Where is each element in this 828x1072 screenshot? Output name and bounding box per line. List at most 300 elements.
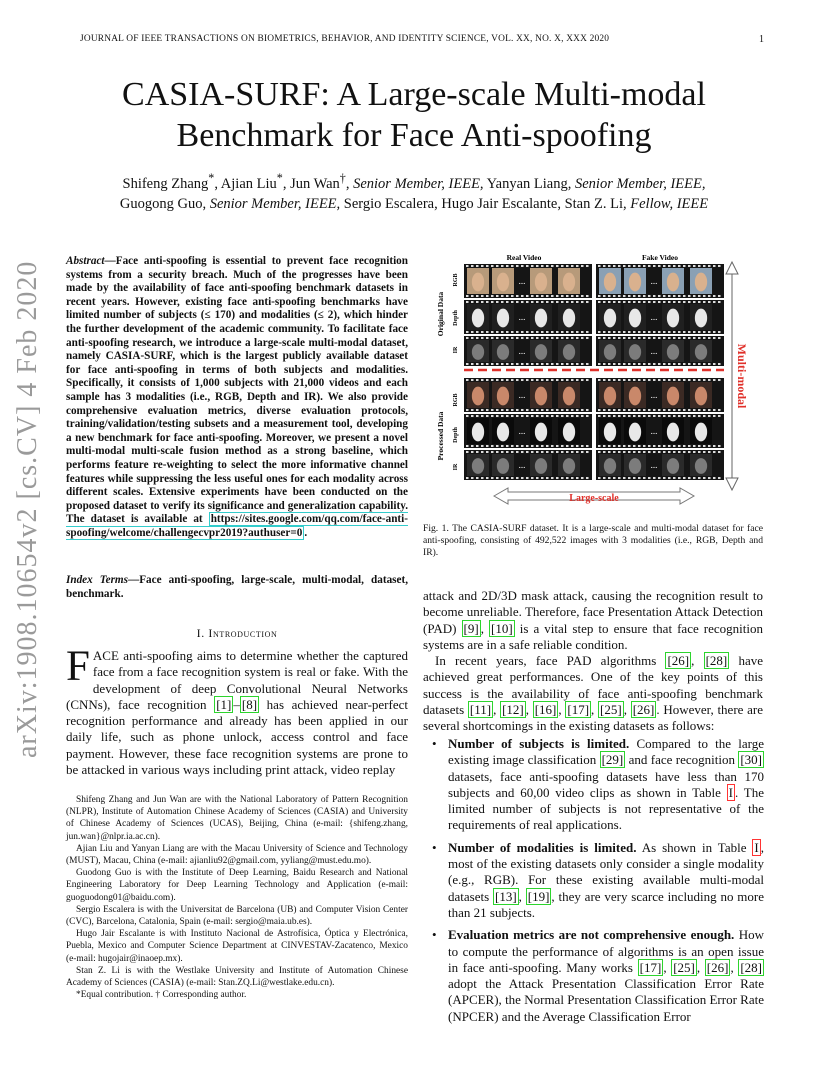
sprocket-hole bbox=[713, 331, 716, 333]
sprocket-hole bbox=[521, 295, 524, 297]
sprocket-hole bbox=[566, 445, 569, 447]
sprocket-hole bbox=[491, 451, 494, 453]
sprocket-hole bbox=[541, 295, 544, 297]
sprocket-hole bbox=[663, 379, 666, 381]
sprocket-hole bbox=[581, 265, 584, 267]
citation-link[interactable]: [25] bbox=[673, 959, 695, 975]
sprocket-hole bbox=[496, 415, 499, 417]
sprocket-hole bbox=[688, 337, 691, 339]
sprocket-hole bbox=[643, 295, 646, 297]
sprocket-hole bbox=[521, 265, 524, 267]
text-run: datasets, face anti-spoofing datasets have less than 170 subjects and 60,00 video clips as shown in Table bbox=[448, 768, 764, 800]
sprocket-hole bbox=[643, 445, 646, 447]
sprocket-hole bbox=[603, 265, 606, 267]
sprocket-hole bbox=[638, 445, 641, 447]
sprocket-hole bbox=[648, 415, 651, 417]
figure-caption: Fig. 1. The CASIA-SURF dataset. It is a large-scale and multi-modal dataset for face anti-spoofing, consisting of 492,522 images with 3 modalities (i.e., RGB, Depth and IR). bbox=[423, 523, 763, 558]
sprocket-hole bbox=[561, 477, 564, 479]
sprocket-hole bbox=[683, 445, 686, 447]
citation-link[interactable]: [17] bbox=[567, 702, 590, 718]
sprocket-hole bbox=[491, 477, 494, 479]
sprocket-hole bbox=[663, 331, 666, 333]
text-run: have achieved great performances. One of the key points of this success is the availability of face anti-spoofing benchmark datasets bbox=[423, 653, 763, 718]
sprocket-hole bbox=[566, 409, 569, 411]
author-name: Ajian Liu bbox=[220, 175, 277, 192]
sprocket-hole bbox=[581, 415, 584, 417]
sprocket-hole bbox=[531, 415, 534, 417]
sprocket-hole bbox=[683, 477, 686, 479]
sprocket-hole bbox=[576, 379, 579, 381]
sprocket-hole bbox=[476, 445, 479, 447]
sprocket-hole bbox=[608, 415, 611, 417]
sprocket-hole bbox=[556, 415, 559, 417]
ellipsis: ... bbox=[518, 390, 526, 400]
bullet-icon: • bbox=[432, 736, 437, 751]
sprocket-hole bbox=[501, 301, 504, 303]
citation-link[interactable]: [9] bbox=[463, 620, 479, 636]
citation-link[interactable]: [28] bbox=[705, 653, 728, 669]
sprocket-hole bbox=[653, 409, 656, 411]
sprocket-hole bbox=[608, 301, 611, 303]
sprocket-hole bbox=[486, 301, 489, 303]
sprocket-hole bbox=[516, 409, 519, 411]
sprocket-hole bbox=[633, 477, 636, 479]
sprocket-hole bbox=[693, 265, 696, 267]
sprocket-hole bbox=[486, 477, 489, 479]
sprocket-hole bbox=[673, 337, 676, 339]
citation-link[interactable]: [13] bbox=[494, 888, 517, 904]
sprocket-hole bbox=[466, 337, 469, 339]
sprocket-hole bbox=[531, 295, 534, 297]
sprocket-hole bbox=[581, 477, 584, 479]
sprocket-hole bbox=[708, 265, 711, 267]
sprocket-hole bbox=[623, 301, 626, 303]
sprocket-hole bbox=[471, 409, 474, 411]
sprocket-hole bbox=[668, 477, 671, 479]
sprocket-hole bbox=[698, 415, 701, 417]
sprocket-hole bbox=[698, 295, 701, 297]
sprocket-hole bbox=[516, 379, 519, 381]
sprocket-hole bbox=[561, 265, 564, 267]
sprocket-hole bbox=[673, 265, 676, 267]
sprocket-hole bbox=[713, 445, 716, 447]
index-terms bbox=[66, 574, 408, 601]
sprocket-hole bbox=[683, 331, 686, 333]
face-shape bbox=[604, 458, 616, 474]
sprocket-hole bbox=[551, 477, 554, 479]
sprocket-hole bbox=[713, 477, 716, 479]
sprocket-hole bbox=[718, 363, 721, 365]
sprocket-hole bbox=[496, 445, 499, 447]
running-header: JOURNAL OF IEEE TRANSACTIONS ON BIOMETRICS, BEHAVIOR, AND IDENTITY SCIENCE, VOL. XX, NO. X, XXX 2020 bbox=[80, 34, 610, 44]
citation-link[interactable]: [28] bbox=[740, 959, 762, 975]
sprocket-hole bbox=[561, 331, 564, 333]
sprocket-hole bbox=[576, 301, 579, 303]
sprocket-hole bbox=[623, 409, 626, 411]
sprocket-hole bbox=[576, 445, 579, 447]
sprocket-hole bbox=[546, 331, 549, 333]
title-line-2: Benchmark for Face Anti-spoofing bbox=[176, 117, 652, 154]
author-list: Shifeng Zhang*, Ajian Liu*, Jun Wan†, Senior Member, IEEE, Yanyan Liang, Senior Member, IEEE, Guogong Guo, Senior Member, IEEE, Sergio Escalera, Hugo Jair Escalante, Stan Z. Li, Fellow, IEEE bbox=[119, 171, 709, 212]
author-mark: * bbox=[276, 171, 283, 185]
sprocket-hole bbox=[496, 295, 499, 297]
face-shape bbox=[563, 458, 575, 474]
label-original-data: Original Data bbox=[436, 291, 445, 337]
sprocket-hole bbox=[521, 445, 524, 447]
sprocket-hole bbox=[683, 415, 686, 417]
intro-dash: – bbox=[233, 696, 240, 712]
sprocket-hole bbox=[643, 379, 646, 381]
sprocket-hole bbox=[506, 477, 509, 479]
sprocket-hole bbox=[521, 409, 524, 411]
sprocket-hole bbox=[501, 363, 504, 365]
sprocket-hole bbox=[571, 363, 574, 365]
sprocket-hole bbox=[521, 301, 524, 303]
dataset-url-link[interactable]: https://sites.google.com/qq.com/face-anti-spoofing/welcome/challengecvpr2019?authuser=0 bbox=[66, 513, 408, 539]
face-shape bbox=[563, 423, 575, 442]
sprocket-hole bbox=[618, 363, 621, 365]
sprocket-hole bbox=[566, 477, 569, 479]
face-shape bbox=[667, 458, 679, 474]
sprocket-hole bbox=[481, 445, 484, 447]
footnote: Hugo Jair Escalante is with Instituto Nacional de Astrofísica, Óptica y Electrónica, Puebla, Mexico and Computer Science Department at CINVESTAV-Zacatenco, Mexico (e-mail: hugojair@inaoep.mx). bbox=[66, 929, 408, 964]
sprocket-hole bbox=[653, 445, 656, 447]
sprocket-hole bbox=[678, 363, 681, 365]
sprocket-hole bbox=[678, 337, 681, 339]
sprocket-hole bbox=[476, 415, 479, 417]
sprocket-hole bbox=[516, 451, 519, 453]
page-number: 1 bbox=[759, 34, 764, 45]
text-run: As shown in Table bbox=[636, 839, 753, 855]
sprocket-hole bbox=[561, 363, 564, 365]
sprocket-hole bbox=[643, 331, 646, 333]
sprocket-hole bbox=[516, 301, 519, 303]
sprocket-hole bbox=[628, 301, 631, 303]
citation-link[interactable]: [8] bbox=[241, 696, 258, 712]
sprocket-hole bbox=[496, 363, 499, 365]
text-run: and face recognition bbox=[625, 752, 739, 768]
sprocket-hole bbox=[566, 331, 569, 333]
sprocket-hole bbox=[541, 265, 544, 267]
sprocket-hole bbox=[668, 295, 671, 297]
sprocket-hole bbox=[551, 265, 554, 267]
paper-title bbox=[60, 74, 768, 156]
label-multi-modal: Multi-modal bbox=[735, 343, 749, 409]
sprocket-hole bbox=[638, 331, 641, 333]
sprocket-hole bbox=[658, 363, 661, 365]
sprocket-hole bbox=[546, 265, 549, 267]
sprocket-hole bbox=[683, 379, 686, 381]
sprocket-hole bbox=[698, 451, 701, 453]
face-shape bbox=[535, 273, 547, 292]
index-terms-label: Index Terms bbox=[66, 574, 128, 586]
sprocket-hole bbox=[658, 415, 661, 417]
sprocket-hole bbox=[561, 379, 564, 381]
sprocket-hole bbox=[708, 363, 711, 365]
sprocket-hole bbox=[496, 379, 499, 381]
sprocket-hole bbox=[511, 445, 514, 447]
author-mark: † bbox=[339, 171, 346, 185]
sprocket-hole bbox=[688, 295, 691, 297]
sprocket-hole bbox=[561, 337, 564, 339]
bullet-heading: Evaluation metrics are not comprehensive enough. bbox=[448, 927, 735, 943]
sprocket-hole bbox=[476, 451, 479, 453]
text-run: . However, there are several shortcomings in the existing datasets as follows: bbox=[423, 702, 764, 734]
citation-link[interactable]: [26] bbox=[667, 653, 690, 669]
sprocket-hole bbox=[623, 445, 626, 447]
label-large-scale: Large-scale bbox=[569, 493, 619, 504]
sprocket-hole bbox=[693, 363, 696, 365]
citation-link[interactable]: [26] bbox=[632, 702, 655, 718]
sprocket-hole bbox=[586, 265, 589, 267]
sprocket-hole bbox=[648, 445, 651, 447]
sprocket-hole bbox=[576, 415, 579, 417]
text-run: How to compute the performance of algorithms is an open issue in face anti-spoofing. Many works bbox=[448, 927, 765, 975]
sprocket-hole bbox=[688, 379, 691, 381]
citation-link[interactable]: [10] bbox=[491, 620, 513, 636]
sprocket-hole bbox=[571, 477, 574, 479]
sprocket-hole bbox=[481, 415, 484, 417]
sprocket-hole bbox=[708, 337, 711, 339]
sprocket-hole bbox=[653, 301, 656, 303]
sprocket-hole bbox=[486, 409, 489, 411]
sprocket-hole bbox=[496, 331, 499, 333]
sprocket-hole bbox=[536, 265, 539, 267]
sprocket-hole bbox=[506, 337, 509, 339]
text-run: In recent years, face PAD algorithms bbox=[435, 653, 666, 669]
sprocket-hole bbox=[571, 295, 574, 297]
face-shape bbox=[695, 344, 707, 360]
sprocket-hole bbox=[698, 477, 701, 479]
sprocket-hole bbox=[586, 379, 589, 381]
sprocket-hole bbox=[673, 301, 676, 303]
sprocket-hole bbox=[541, 337, 544, 339]
sprocket-hole bbox=[703, 451, 706, 453]
sprocket-hole bbox=[718, 337, 721, 339]
sprocket-hole bbox=[713, 451, 716, 453]
sprocket-hole bbox=[703, 445, 706, 447]
sprocket-hole bbox=[618, 379, 621, 381]
sprocket-hole bbox=[613, 445, 616, 447]
sprocket-hole bbox=[668, 337, 671, 339]
sprocket-hole bbox=[618, 445, 621, 447]
sprocket-hole bbox=[623, 379, 626, 381]
sprocket-hole bbox=[541, 301, 544, 303]
sprocket-hole bbox=[653, 295, 656, 297]
sprocket-hole bbox=[556, 379, 559, 381]
sprocket-hole bbox=[496, 451, 499, 453]
face-shape bbox=[629, 423, 641, 442]
sprocket-hole bbox=[668, 451, 671, 453]
sprocket-hole bbox=[491, 363, 494, 365]
text-run: . The limited number of subjects is not representative of the requirements of real applications. bbox=[448, 784, 764, 833]
sprocket-hole bbox=[536, 477, 539, 479]
sprocket-hole bbox=[561, 415, 564, 417]
sprocket-hole bbox=[628, 331, 631, 333]
label-real-video: Real Video bbox=[506, 253, 542, 262]
sprocket-hole bbox=[608, 451, 611, 453]
sprocket-hole bbox=[718, 379, 721, 381]
abstract bbox=[66, 255, 408, 540]
table-link[interactable]: I bbox=[728, 784, 733, 800]
author-role: Senior Member, IEEE, bbox=[353, 175, 484, 192]
sprocket-hole bbox=[613, 265, 616, 267]
citation-link[interactable]: [1] bbox=[216, 696, 232, 712]
footnote: Sergio Escalera is with the Universitat de Barcelona (UB) and Computer Vision Center (CVC), Barcelona, Catalonia, Spain (e-mail: sergio@maia.ub.es). bbox=[66, 904, 408, 928]
sprocket-hole bbox=[486, 265, 489, 267]
sprocket-hole bbox=[713, 363, 716, 365]
sprocket-hole bbox=[481, 451, 484, 453]
sprocket-hole bbox=[481, 379, 484, 381]
intro-first-word: ACE bbox=[92, 648, 119, 663]
citation-link[interactable]: [25] bbox=[600, 702, 622, 718]
citation-link[interactable]: [19] bbox=[527, 888, 550, 904]
sprocket-hole bbox=[623, 295, 626, 297]
sprocket-hole bbox=[713, 337, 716, 339]
sprocket-hole bbox=[693, 477, 696, 479]
face-shape bbox=[563, 387, 575, 406]
sprocket-hole bbox=[623, 451, 626, 453]
sprocket-hole bbox=[536, 301, 539, 303]
sprocket-hole bbox=[653, 331, 656, 333]
sprocket-hole bbox=[481, 363, 484, 365]
sprocket-hole bbox=[556, 409, 559, 411]
citation-link[interactable]: [29] bbox=[601, 752, 624, 768]
intro-paragraph bbox=[66, 643, 408, 778]
sprocket-hole bbox=[643, 301, 646, 303]
sprocket-hole bbox=[501, 415, 504, 417]
sprocket-hole bbox=[678, 409, 681, 411]
sprocket-hole bbox=[526, 331, 529, 333]
label-processed-data: Processed Data bbox=[436, 411, 445, 461]
sprocket-hole bbox=[658, 265, 661, 267]
sprocket-hole bbox=[618, 331, 621, 333]
sprocket-hole bbox=[718, 445, 721, 447]
citation-link[interactable]: [26] bbox=[706, 959, 729, 975]
sprocket-hole bbox=[688, 363, 691, 365]
index-terms-text: —Face anti-spoofing, large-scale, multi-modal, dataset, benchmark. bbox=[66, 574, 408, 600]
sprocket-hole bbox=[653, 415, 656, 417]
author-role: Senior Member, IEEE, bbox=[209, 195, 341, 212]
sprocket-hole bbox=[688, 477, 691, 479]
sprocket-hole bbox=[506, 265, 509, 267]
drop-cap: F bbox=[66, 643, 90, 690]
sprocket-hole bbox=[678, 265, 681, 267]
sprocket-hole bbox=[466, 363, 469, 365]
sprocket-hole bbox=[608, 445, 611, 447]
sprocket-hole bbox=[618, 451, 621, 453]
sprocket-hole bbox=[551, 409, 554, 411]
sprocket-hole bbox=[648, 301, 651, 303]
sprocket-hole bbox=[471, 295, 474, 297]
sprocket-hole bbox=[688, 451, 691, 453]
sprocket-hole bbox=[653, 265, 656, 267]
sprocket-hole bbox=[476, 337, 479, 339]
sprocket-hole bbox=[586, 331, 589, 333]
sprocket-hole bbox=[466, 379, 469, 381]
sprocket-hole bbox=[603, 445, 606, 447]
sprocket-hole bbox=[703, 477, 706, 479]
sprocket-hole bbox=[598, 477, 601, 479]
sprocket-hole bbox=[648, 451, 651, 453]
sprocket-hole bbox=[688, 265, 691, 267]
sprocket-hole bbox=[663, 337, 666, 339]
title-line-1: CASIA-SURF: A Large-scale Multi-modal bbox=[122, 76, 706, 113]
face-shape bbox=[629, 309, 641, 328]
sprocket-hole bbox=[628, 415, 631, 417]
sprocket-hole bbox=[471, 331, 474, 333]
author-name: Shifeng Zhang bbox=[122, 175, 209, 192]
sprocket-hole bbox=[603, 451, 606, 453]
sprocket-hole bbox=[541, 477, 544, 479]
sprocket-hole bbox=[628, 295, 631, 297]
sprocket-hole bbox=[663, 477, 666, 479]
sprocket-hole bbox=[466, 301, 469, 303]
sprocket-hole bbox=[663, 265, 666, 267]
face-shape bbox=[695, 273, 707, 292]
sprocket-hole bbox=[618, 295, 621, 297]
ellipsis: ... bbox=[650, 460, 658, 470]
sprocket-hole bbox=[526, 265, 529, 267]
sprocket-hole bbox=[703, 363, 706, 365]
table-link[interactable]: I bbox=[754, 839, 759, 855]
sprocket-hole bbox=[546, 337, 549, 339]
sprocket-hole bbox=[648, 379, 651, 381]
sprocket-hole bbox=[506, 409, 509, 411]
sprocket-hole bbox=[638, 415, 641, 417]
face-shape bbox=[667, 387, 679, 406]
sprocket-hole bbox=[526, 379, 529, 381]
sprocket-hole bbox=[693, 337, 696, 339]
sprocket-hole bbox=[561, 295, 564, 297]
sprocket-hole bbox=[613, 295, 616, 297]
sprocket-hole bbox=[638, 409, 641, 411]
sprocket-hole bbox=[613, 301, 616, 303]
face-shape bbox=[535, 423, 547, 442]
citation-link[interactable]: [30] bbox=[740, 752, 762, 768]
citation-link[interactable]: [17] bbox=[639, 959, 662, 975]
label-ir: IR bbox=[453, 346, 459, 354]
sprocket-hole bbox=[486, 337, 489, 339]
section-number: I. bbox=[196, 626, 205, 640]
sprocket-hole bbox=[643, 477, 646, 479]
text-run: adopt the Attack Presentation Classification Error Rate (APCER), the Normal Presentation Classification Error Rate (NPCER) and the Average Classification Error bbox=[448, 976, 764, 1024]
face-shape bbox=[667, 273, 679, 292]
citation-link[interactable]: [16] bbox=[534, 702, 557, 718]
sprocket-hole bbox=[663, 409, 666, 411]
sprocket-hole bbox=[526, 337, 529, 339]
sprocket-hole bbox=[546, 477, 549, 479]
sprocket-hole bbox=[668, 265, 671, 267]
sprocket-hole bbox=[648, 409, 651, 411]
citation-link[interactable]: [11] bbox=[469, 702, 492, 718]
sprocket-hole bbox=[476, 301, 479, 303]
sprocket-hole bbox=[658, 331, 661, 333]
sprocket-hole bbox=[481, 301, 484, 303]
sprocket-hole bbox=[713, 295, 716, 297]
face-shape bbox=[604, 423, 616, 442]
sprocket-hole bbox=[501, 477, 504, 479]
sprocket-hole bbox=[476, 265, 479, 267]
sprocket-hole bbox=[466, 451, 469, 453]
sprocket-hole bbox=[476, 331, 479, 333]
sprocket-hole bbox=[633, 265, 636, 267]
citation-link[interactable]: [12] bbox=[502, 702, 524, 718]
sprocket-hole bbox=[678, 295, 681, 297]
face-shape bbox=[604, 309, 616, 328]
sprocket-hole bbox=[638, 301, 641, 303]
film-strips bbox=[464, 264, 724, 480]
